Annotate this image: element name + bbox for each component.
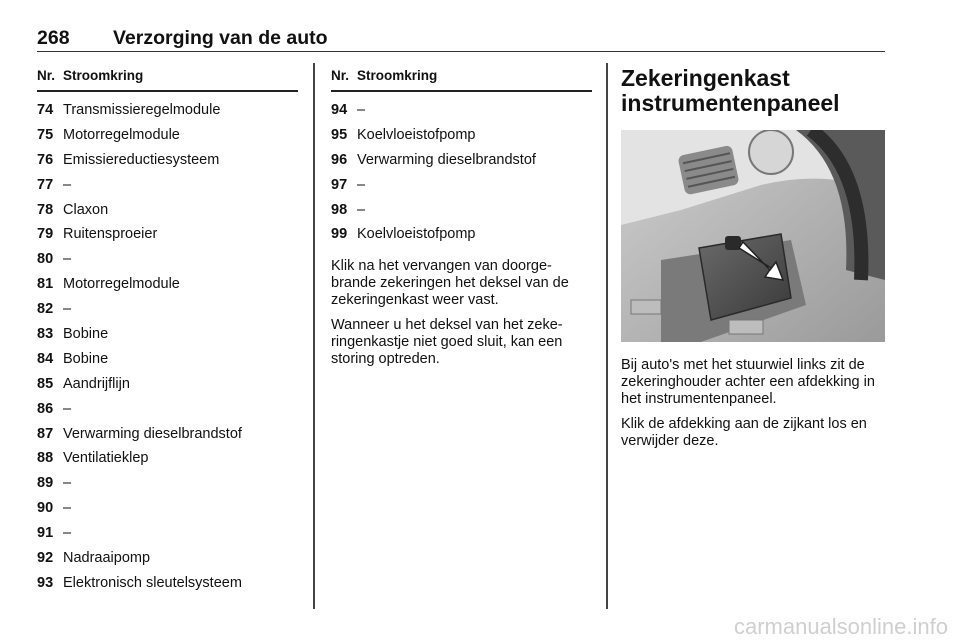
fuse-table-right [331,66,592,376]
table-row [331,121,592,146]
fuse-number: 84 [37,350,54,367]
table-row [331,146,592,171]
table-body [37,92,298,594]
fuse-circuit: Ventilatieklep [63,450,149,467]
paragraph: Klik de afdekking aan de zijkant los en verwijder deze. [621,416,867,449]
table-row [37,220,298,245]
page-header [37,27,885,52]
section-title [621,66,885,116]
section-title-line: instrumentenpaneel [621,90,840,116]
table-body [331,92,592,245]
column-divider [606,63,608,609]
fuse-number: 89 [37,475,54,492]
fuse-number: 82 [37,301,54,318]
fuse-number: 74 [37,102,54,118]
table-row [331,171,592,196]
fuse-number: 87 [37,425,54,442]
fuse-circuit: Emissiereductiesysteem [63,151,220,168]
fuse-number: 80 [37,251,54,268]
fuse-number: 94 [331,102,348,118]
fuse-number: 92 [37,550,54,567]
fuse-circuit: Aandrijflijn [63,375,130,392]
fuse-number: 83 [37,326,54,343]
section-body [621,357,885,450]
fuse-circuit: Motorregelmodule [63,276,180,293]
fuse-number: 78 [37,201,54,218]
table-header [37,66,298,92]
table-row [37,146,298,171]
fuse-number: 96 [331,151,348,168]
fuse-circuit: Nadraaipomp [63,550,151,567]
fuse-number: 88 [37,450,54,467]
fuse-number: 95 [331,126,348,143]
fuse-circuit: Bobine [63,350,109,367]
page-number: 268 [37,27,70,49]
fuse-table-left [37,66,298,594]
table-row [331,220,592,245]
table-row [37,270,298,295]
fuse-number: 81 [37,276,54,293]
fuse-number: 85 [37,375,54,392]
fuse-number: 99 [331,226,348,243]
table-row [331,96,592,121]
fuse-number: 79 [37,226,54,243]
fuse-circuit: – [357,201,366,218]
table-row [37,469,298,494]
table-row [37,420,298,445]
fuse-circuit: Koelvloeistofpomp [357,126,476,143]
section-title-line: Zekeringenkast [621,65,790,91]
table-row [37,245,298,270]
table-row [37,395,298,420]
fuse-circuit: – [63,525,72,542]
fuse-circuit: Elektronisch sleutelsysteem [63,574,242,591]
paragraph: Klik na het vervangen van doorge-brande zekeringen het deksel van de zekeringenkast weer vast. [331,258,569,309]
chapter-title: Verzorging van de auto [113,27,328,49]
watermark: carmanualsonline.info [733,614,948,639]
table-row [37,171,298,196]
table-row [37,544,298,569]
table-row [37,320,298,345]
table-row [37,444,298,469]
table-row [37,569,298,594]
table-row [331,196,592,221]
fuse-circuit: Claxon [63,201,109,218]
table-row [37,96,298,121]
table-row [37,121,298,146]
fuse-circuit: – [63,176,72,193]
column-header-nr: Nr. [37,68,56,83]
table-row [37,345,298,370]
fuse-circuit: – [63,400,72,417]
fuse-circuit: Verwarming dieselbrandstof [63,425,242,442]
section-instrument-panel [621,66,885,458]
fuse-number: 75 [37,126,54,143]
fuse-number: 76 [37,151,54,168]
fuse-box-illustration [621,130,885,342]
fuse-circuit: Motorregelmodule [63,126,180,143]
column-header-nr: Nr. [331,68,350,83]
fuse-circuit: – [63,251,72,268]
fuse-circuit: Verwarming dieselbrandstof [357,151,536,168]
fuse-number: 97 [331,176,348,193]
fuse-circuit: – [357,176,366,193]
table-row [37,494,298,519]
paragraph: Bij auto's met het stuurwiel links zit de zekeringhouder achter een afdekking in het instrumentenpaneel. [621,357,875,407]
fuse-circuit: Ruitensproeier [63,226,158,243]
table-row [37,295,298,320]
fuse-circuit: Transmissieregelmodule [63,102,221,118]
fuse-circuit: Koelvloeistofpomp [357,226,476,243]
fuse-circuit: Bobine [63,326,109,343]
table-row [37,519,298,544]
column-header-circuit: Stroomkring [63,68,144,83]
fuse-number: 77 [37,176,54,193]
column-divider [313,63,315,609]
fuse-number: 86 [37,400,54,417]
fuse-number: 93 [37,574,54,591]
fuse-number: 91 [37,525,54,542]
fuse-number: 90 [37,500,54,517]
fuse-circuit: – [357,102,366,118]
fuse-circuit: – [63,301,72,318]
paragraph: Wanneer u het deksel van het zeke-ringenkastje niet goed sluit, kan een storing optreden. [331,317,563,368]
fuse-number: 98 [331,201,348,218]
table-row [37,370,298,395]
column-header-circuit: Stroomkring [357,68,438,83]
instructions [331,258,592,368]
table-row [37,196,298,221]
fuse-circuit: – [63,500,72,517]
table-header [331,66,592,92]
fuse-circuit: – [63,475,72,492]
